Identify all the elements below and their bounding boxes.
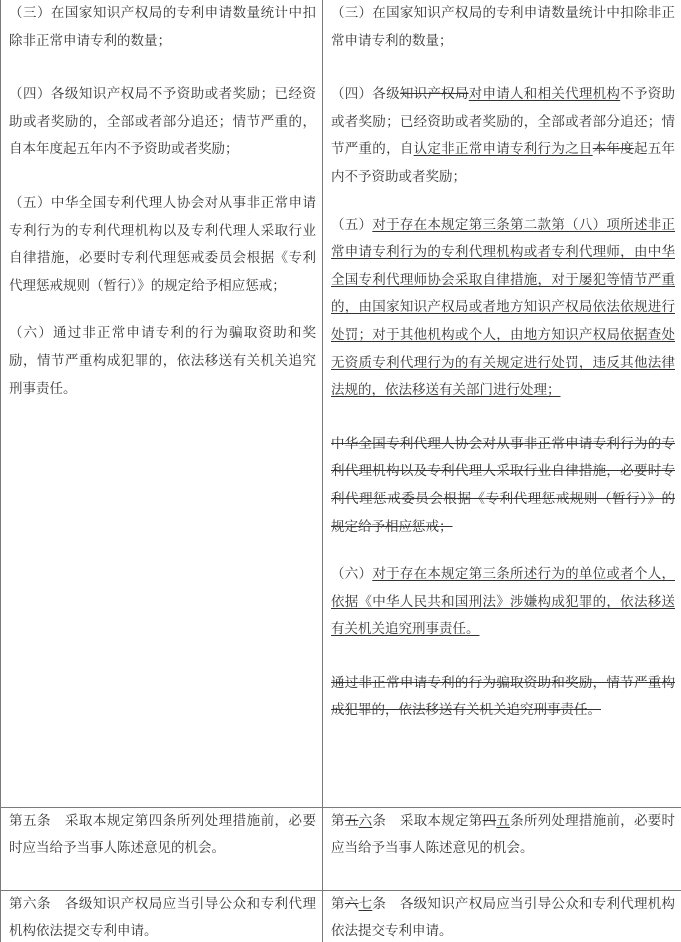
new-article-6 [331, 808, 675, 863]
text-run: 第 [331, 895, 345, 912]
text-run: 条 各级知识产权局应当引导公众和专利代理机构依法提交专利申请。 [331, 895, 676, 940]
old-text-cell [1, 890, 323, 942]
text-run: 不予资助或者奖励；已经资助或者奖励的，全部或者部分追还；情节严重的，自 [331, 86, 676, 158]
deleted-text: 五 [344, 812, 359, 829]
old-article-5: 第五条 采取本规定第四条所列处理措施前，必要时应当给予当事人陈述意见的机会。 [9, 812, 316, 857]
text-run: （六） [331, 566, 373, 583]
old-text-cell [1, 807, 323, 890]
text-run: 第 [331, 812, 345, 829]
text-run: 条 采取本规定第 [372, 812, 483, 829]
old-item-4: （四）各级知识产权局不予资助或者奖励；已经资助或者奖励的，全部或者部分追还；情节严重的，自本年度起五年内不予资助或者奖励； [9, 86, 316, 158]
table-row-article-4 [1, 0, 681, 807]
new-article-7 [331, 891, 675, 942]
text-run: （五） [331, 216, 373, 233]
table-row-article-5 [1, 807, 681, 890]
old-item-5: （五）中华全国专利代理人协会对从事非正常申请专利行为的专利代理机构以及专利代理人采取行业自律措施，必要时专利代理惩戒委员会根据《专利代理惩戒规则（暂行）》的规定给予相应惩戒； [9, 194, 316, 294]
inserted-text: 对于存在本规定第三条所述行为的单位或者个人，依据《中华人民共和国刑法》涉嫌构成犯罪的，依法移送有关机关追究刑事责任。 [331, 566, 675, 638]
inserted-text: 认定非正常申请专利行为之日 [413, 141, 593, 158]
new-text-cell [323, 0, 681, 807]
new-text-cell [323, 807, 681, 890]
inserted-text: 对申请人和相关代理机构 [468, 86, 621, 103]
text-run: （四）各级 [331, 86, 400, 103]
text-run: 条所列处理措施前，必要时应当给予当事人陈述意见的机会。 [331, 812, 676, 857]
deleted-text: 六 [344, 895, 359, 912]
new-item-5 [331, 212, 675, 405]
table-row-article-6 [1, 890, 681, 942]
deleted-paragraph-6 [331, 670, 675, 725]
new-text-cell [323, 890, 681, 942]
inserted-text: 六 [358, 812, 373, 829]
deleted-text: 本年度 [592, 141, 634, 158]
inserted-text: 五 [496, 812, 511, 829]
deleted-text: 中华全国专利代理人协会对从事非正常申请专利行为的专利代理机构以及专利代理人采取行业自律措施，必要时专利代理惩戒委员会根据《专利代理惩戒规则（暂行）》的规定给予相应惩戒； [331, 435, 675, 535]
inserted-text: 对于存在本规定第三条第二款第（八）项所述非正常申请专利行为的专利代理机构或者专利代理师，由中华全国专利代理师协会采取自律措施，对于屡犯等情节严重的，由国家知识产权局或者地方知识产权局依法依规进行处罚；对于其他机构或个人，由地方知识产权局依据查处无资质专利代理行为的有关规定进行处罚，违反其他法律法规的，依法移送有关部门进行处理； [331, 216, 675, 399]
deleted-text: 四 [482, 812, 497, 829]
old-item-6: （六）通过非正常申请专利的行为骗取资助和奖励，情节严重构成犯罪的，依法移送有关机关追究刑事责任。 [9, 325, 316, 397]
old-item-3: （三）在国家知识产权局的专利申请数量统计中扣除非正常申请专利的数量； [9, 5, 316, 49]
inserted-text: 七 [358, 895, 373, 912]
new-item-4 [331, 81, 675, 191]
old-text-cell [1, 0, 323, 807]
deleted-paragraph-5 [331, 431, 675, 541]
new-item-6 [331, 561, 675, 644]
text-run: 起五年内不予资助或者奖励； [331, 141, 676, 185]
new-item-3: （三）在国家知识产权局的专利申请数量统计中扣除非正常申请专利的数量； [331, 5, 675, 49]
deleted-text: 通过非正常申请专利的行为骗取资助和奖励，情节严重构成犯罪的，依法移送有关机关追究刑事责任。 [331, 674, 675, 719]
deleted-text: 知识产权局 [399, 86, 469, 103]
old-article-6: 第六条 各级知识产权局应当引导公众和专利代理机构依法提交专利申请。 [9, 895, 316, 940]
